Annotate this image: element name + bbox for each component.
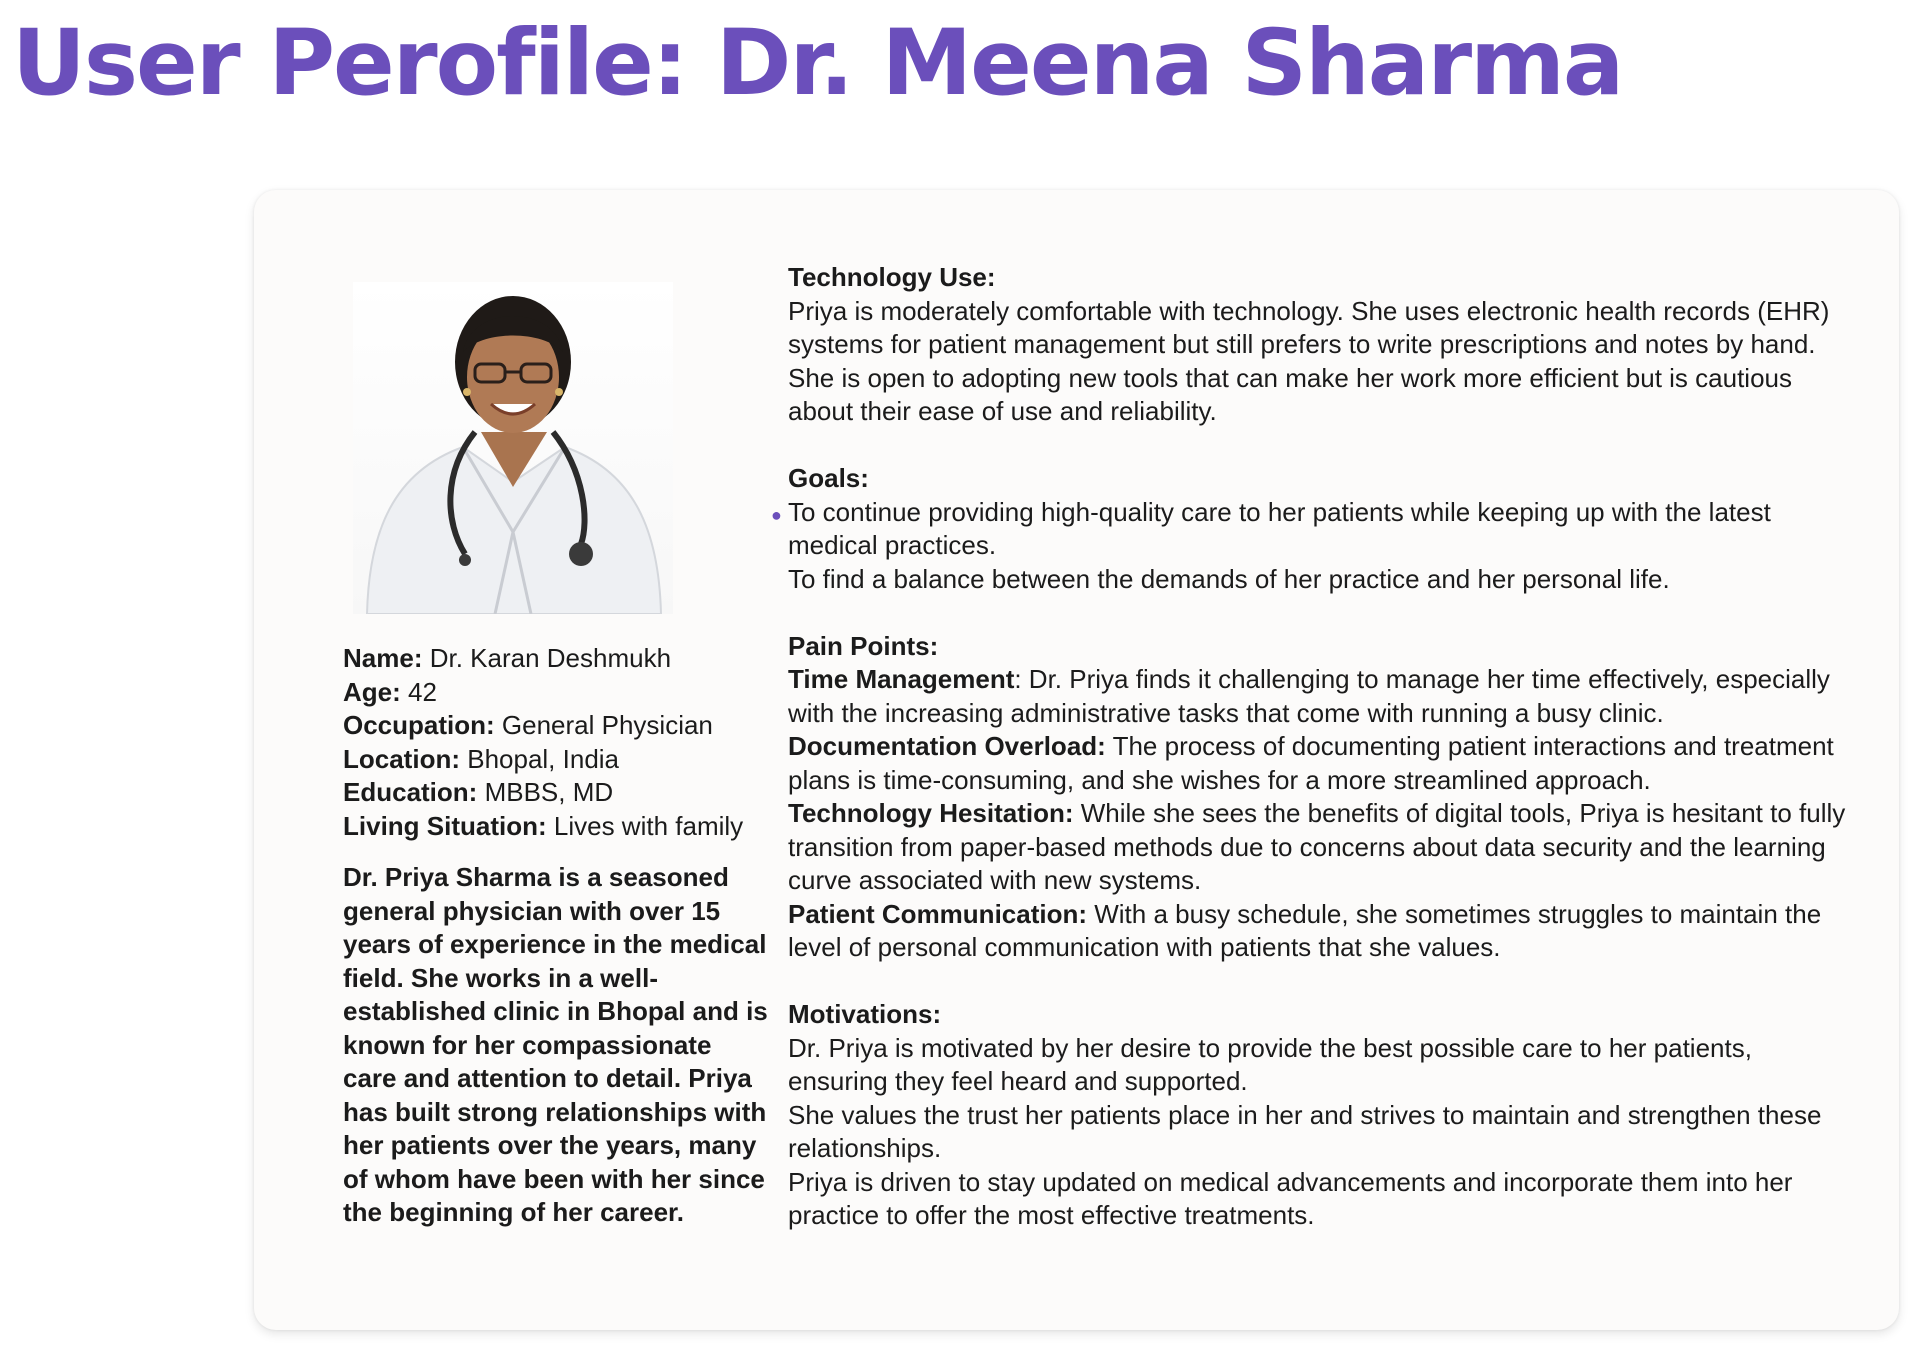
technology-use-section	[788, 261, 1848, 429]
motivations-section	[788, 998, 1848, 1233]
fact-education: Education: MBBS, MD	[343, 777, 614, 807]
profile-card	[254, 190, 1899, 1330]
list-item: Documentation Overload: The process of documenting patient interactions and treatment plans is time-consuming, and she wishes for a more streamlined approach.	[788, 731, 1834, 795]
section-text: Priya is moderately comfortable with technology. She uses electronic health records (EHR) systems for patient management but still prefers to write prescriptions and notes by hand. She is open to adopting new tools that can make her work more efficient but is cautious about their ease of use and reliability.	[788, 295, 1830, 426]
list-item: ● To continue providing high-quality care to her patients while keeping up with the latest medical practices.	[771, 496, 1771, 560]
profile-facts	[343, 642, 773, 843]
page-title: User Perofile: Dr. Meena Sharma	[12, 11, 1623, 116]
profile-summary	[343, 282, 773, 1230]
fact-age: Age: 42	[343, 676, 437, 707]
fact-name: Name: Dr. Karan Deshmukh	[343, 643, 672, 673]
fact-occupation: Occupation: General Physician	[343, 710, 713, 740]
profile-bio: Dr. Priya Sharma is a seasoned general physician with over 15 years of experience in the medical field. She works in a well-established clinic in Bhopal and is known for her compassionate care and attention to detail. Priya has built strong relationships with her patients over the years, many of whom have been with her since the beginning of her career.	[343, 862, 768, 1227]
fact-location: Location: Bhopal, India	[343, 743, 620, 774]
section-heading: Motivations:	[788, 999, 942, 1029]
pain-points-section	[788, 630, 1848, 965]
bullet-icon: ●	[771, 504, 782, 525]
doctor-portrait-icon	[353, 282, 673, 614]
section-heading: Pain Points:	[788, 630, 939, 661]
list-item: Patient Communication: With a busy schedule, she sometimes struggles to maintain the level of personal communication with patients that she values.	[788, 898, 1822, 962]
list-item: Time Management: Dr. Priya finds it challenging to manage her time effectively, especially with the increasing administrative tasks that come with running a busy clinic.	[788, 664, 1830, 728]
profile-details	[771, 261, 1848, 1233]
list-item: Dr. Priya is motivated by her desire to provide the best possible care to her patients, ensuring they feel heard and supported.	[788, 1032, 1752, 1096]
section-heading: Technology Use:	[788, 262, 996, 292]
list-item: Technology Hesitation: While she sees the benefits of digital tools, Priya is hesitant to fully transition from paper-based methods due to concerns about data security and the learning curve associated with new systems.	[788, 798, 1846, 895]
list-item: Priya is driven to stay updated on medical advancements and incorporate them into her practice to offer the most effective treatments.	[788, 1166, 1793, 1230]
profile-photo	[353, 282, 673, 614]
list-item: She values the trust her patients place in her and strives to maintain and strengthen these relationships.	[788, 1099, 1822, 1163]
section-heading: Goals:	[788, 463, 869, 493]
list-item: To find a balance between the demands of her practice and her personal life.	[788, 563, 1670, 594]
goals-section	[771, 462, 1848, 596]
fact-living-situation: Living Situation: Lives with family	[343, 810, 744, 841]
